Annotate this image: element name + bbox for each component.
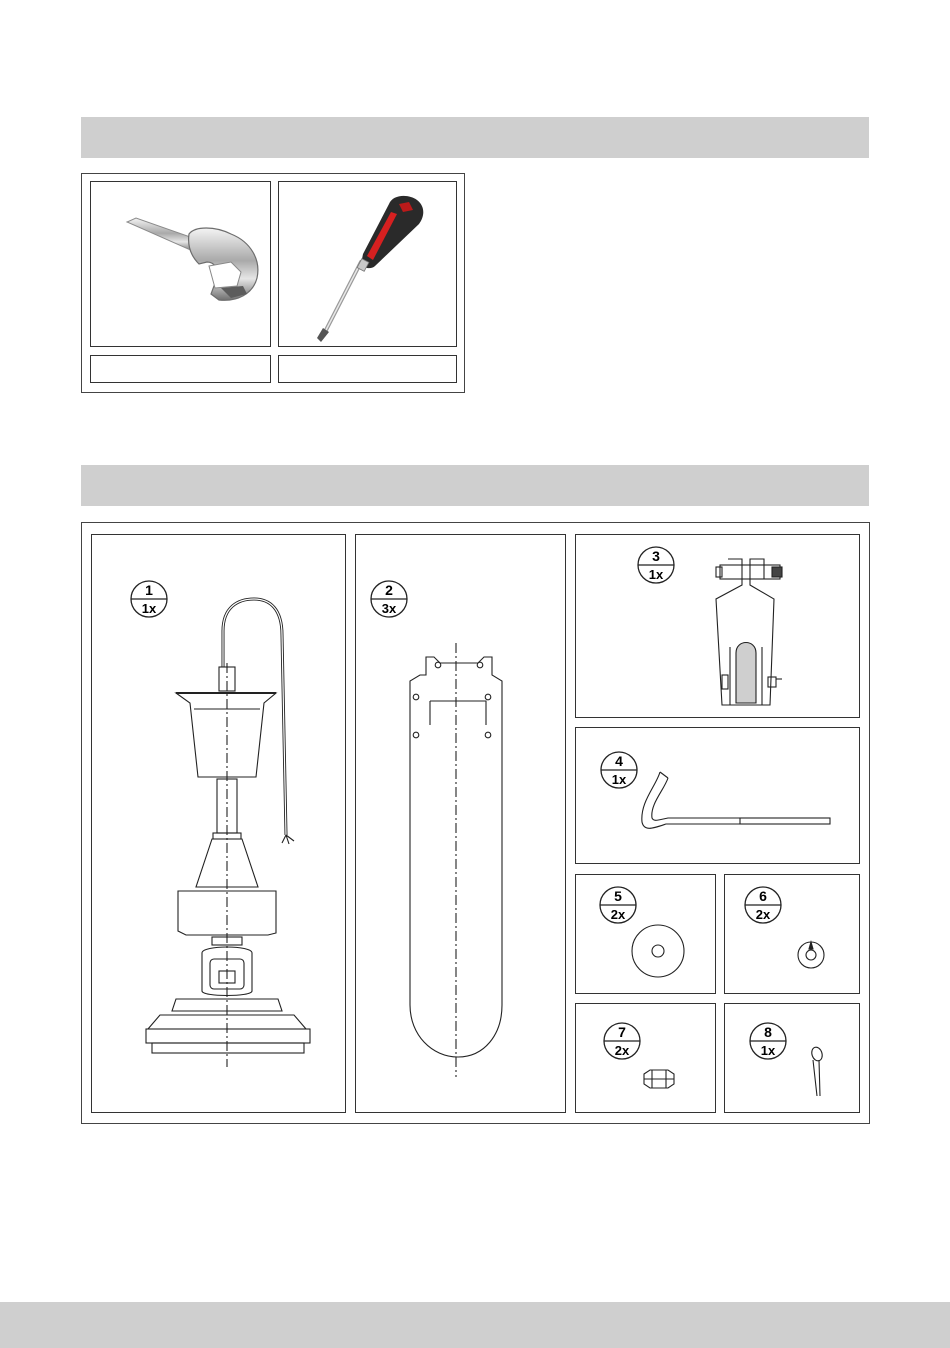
part-card-5 xyxy=(575,874,716,994)
part-card-1 xyxy=(91,534,346,1113)
hook-rod-icon xyxy=(642,772,830,828)
part-4-qty: 1x xyxy=(611,772,627,787)
part-3-number: 3 xyxy=(652,548,660,564)
part-card-6 xyxy=(724,874,860,994)
cotter-pin-icon xyxy=(810,1046,824,1096)
part-4-number: 4 xyxy=(615,753,623,769)
part-card-2 xyxy=(355,534,566,1113)
washer-icon xyxy=(632,925,684,977)
part-8-badge xyxy=(750,1023,786,1059)
tool-card-wrench xyxy=(90,181,271,347)
screwdriver-icon xyxy=(279,182,458,348)
part-5-qty: 2x xyxy=(610,907,626,922)
part-3-badge xyxy=(638,547,674,583)
part-card-3 xyxy=(575,534,860,718)
part-4-badge xyxy=(601,752,637,788)
tool-caption-screwdriver xyxy=(278,355,457,383)
part-card-8 xyxy=(724,1003,860,1113)
part-2-qty: 3x xyxy=(381,601,397,616)
parts-section-header xyxy=(81,465,869,506)
part-6-qty: 2x xyxy=(755,907,771,922)
part-8-number: 8 xyxy=(764,1024,772,1040)
hex-nut-icon xyxy=(644,1070,674,1088)
part-5-number: 5 xyxy=(614,888,622,904)
pulley-shackle-icon xyxy=(716,559,782,705)
tools-section-header xyxy=(81,117,869,158)
part-1-number: 1 xyxy=(145,582,153,598)
footer-band xyxy=(0,1302,950,1348)
fan-motor-assembly-icon xyxy=(146,599,310,1067)
wrench-icon xyxy=(91,182,272,348)
part-1-badge xyxy=(131,581,167,617)
part-6-number: 6 xyxy=(759,888,767,904)
part-1-qty: 1x xyxy=(141,601,157,616)
part-3-qty: 1x xyxy=(648,567,664,582)
part-8-qty: 1x xyxy=(760,1043,776,1058)
part-2-badge xyxy=(371,581,407,617)
fan-blade-icon xyxy=(410,643,502,1077)
tool-caption-wrench xyxy=(90,355,271,383)
part-5-badge xyxy=(600,887,636,923)
part-card-4 xyxy=(575,727,860,864)
part-7-qty: 2x xyxy=(614,1043,630,1058)
lock-washer-icon xyxy=(798,942,824,968)
part-6-badge xyxy=(745,887,781,923)
part-7-number: 7 xyxy=(618,1024,626,1040)
part-7-badge xyxy=(604,1023,640,1059)
tool-card-screwdriver xyxy=(278,181,457,347)
part-2-number: 2 xyxy=(385,582,393,598)
part-card-7 xyxy=(575,1003,716,1113)
